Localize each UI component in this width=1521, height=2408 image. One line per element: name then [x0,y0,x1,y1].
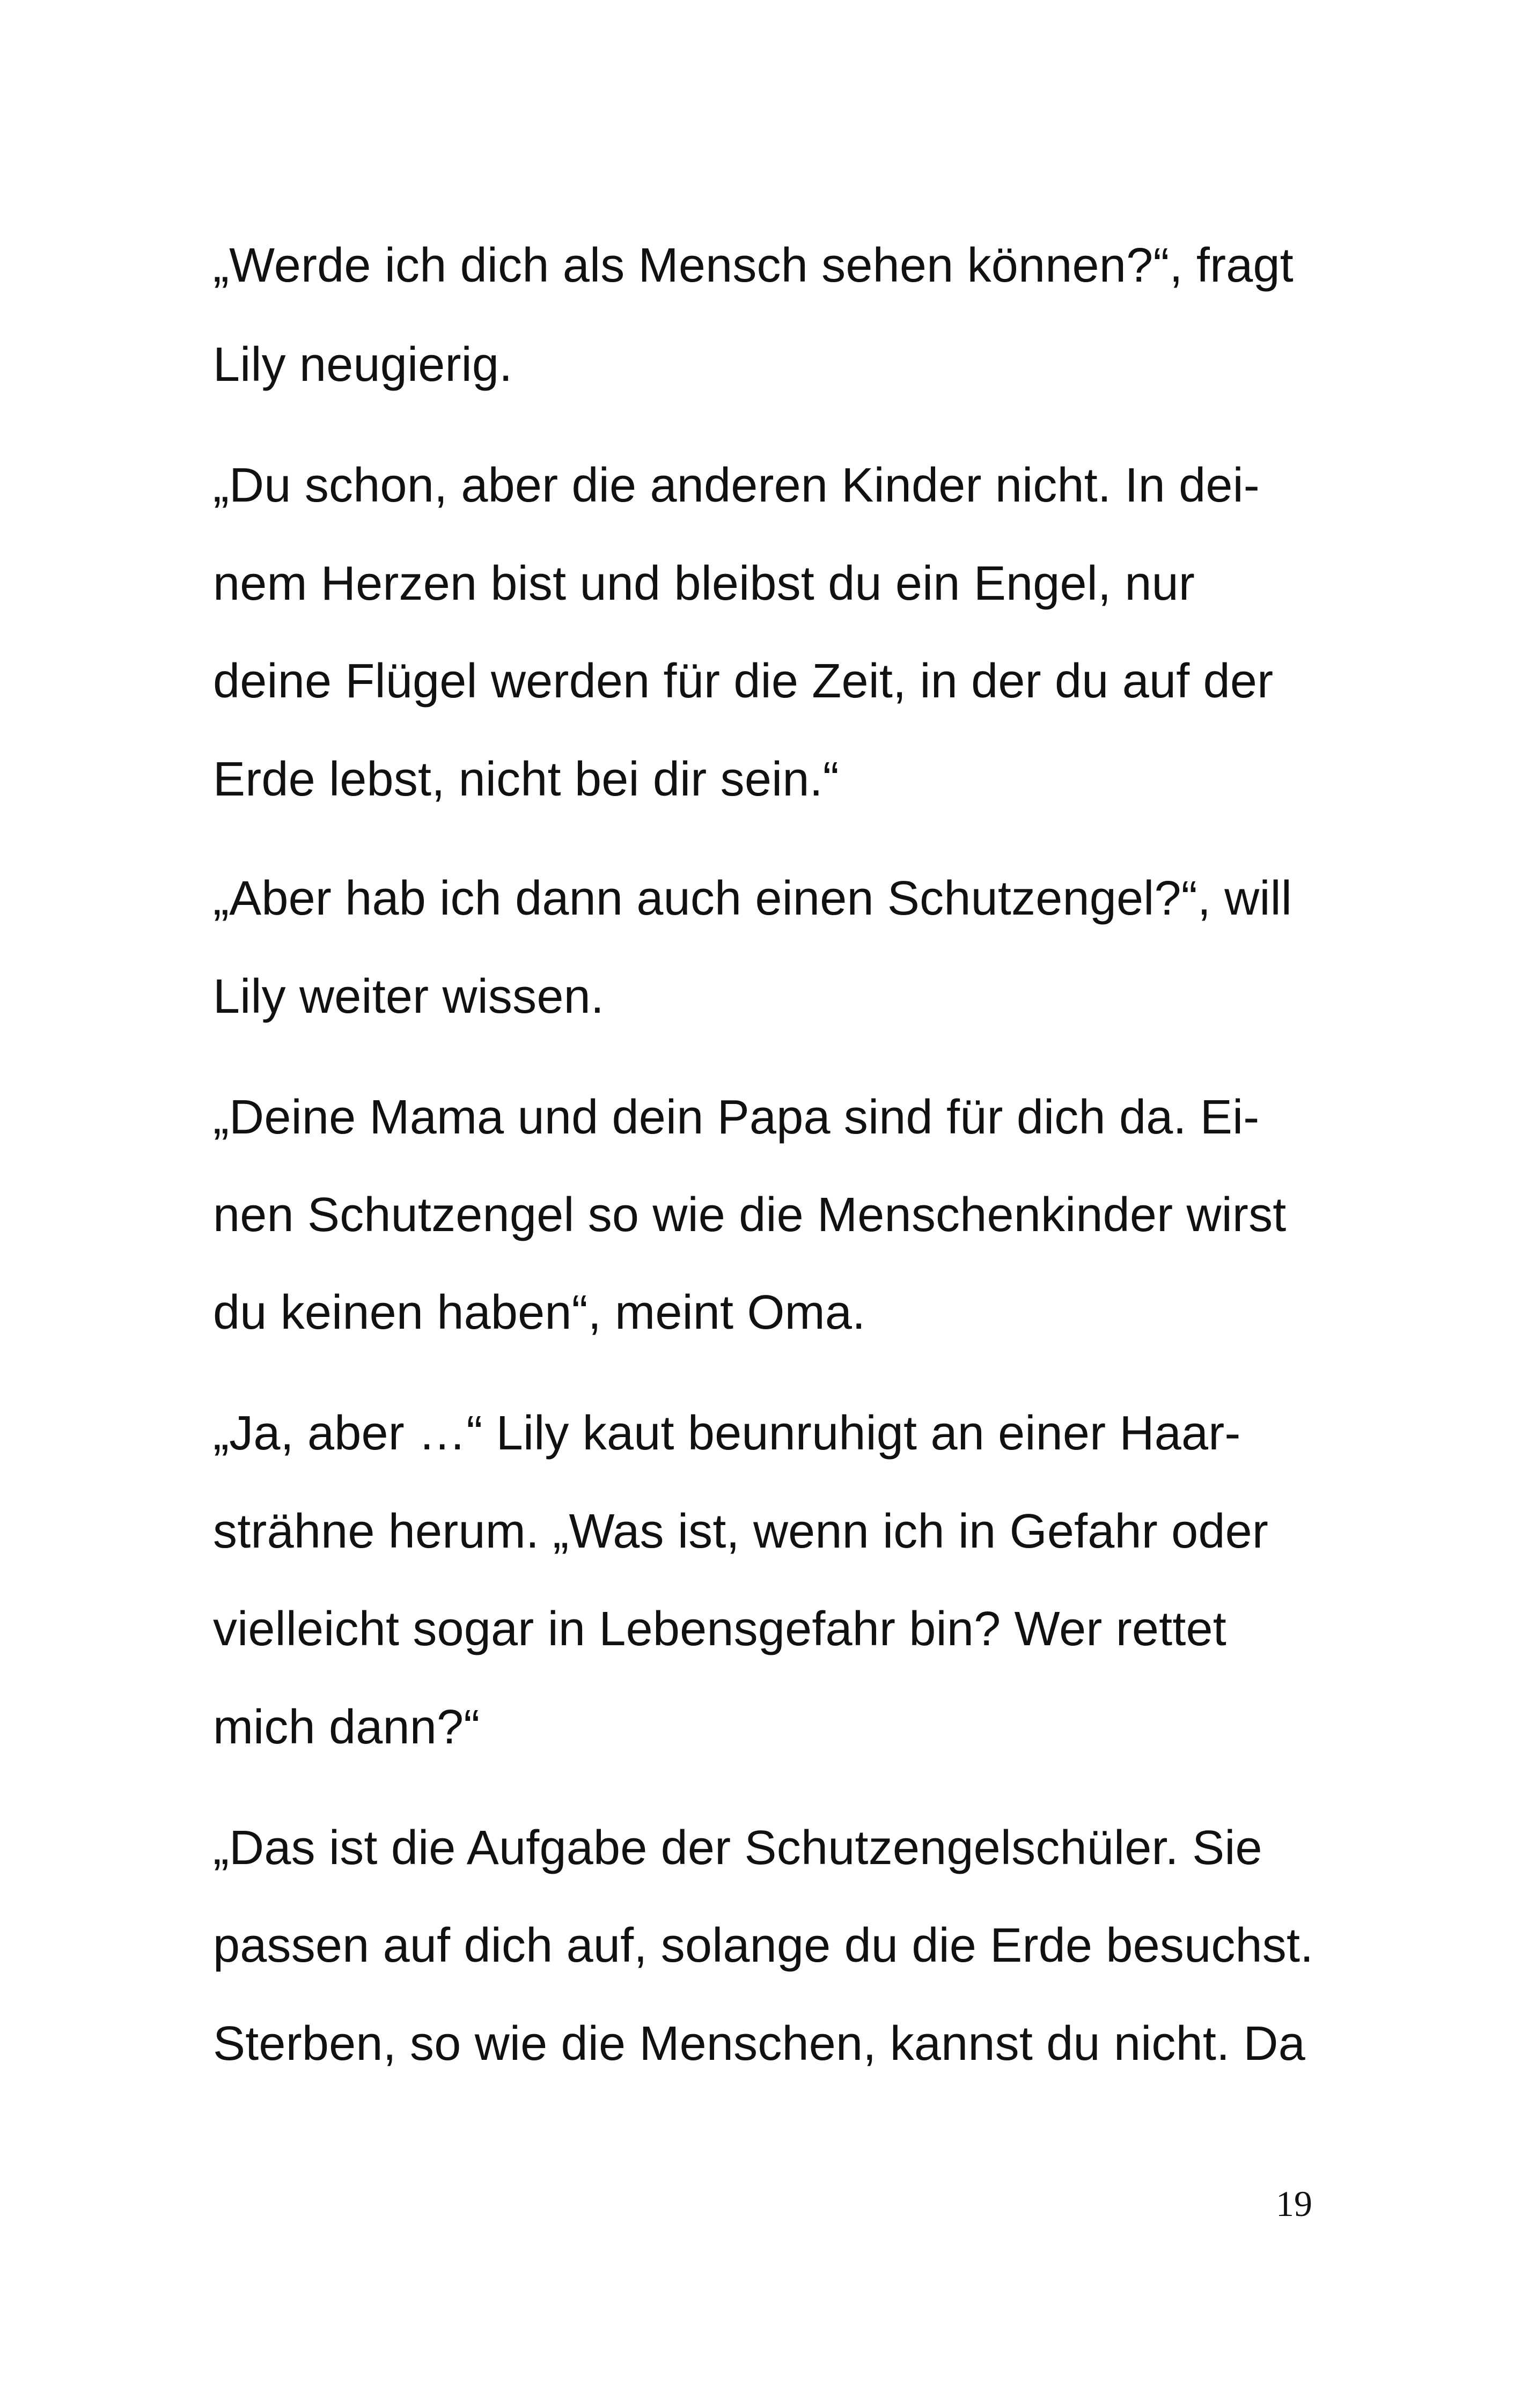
text-line: Sterben, so wie die Menschen, kannst du nicht. Da [213,2017,1305,2071]
text-line: nen Schutzengel so wie die Menschenkinder wirst [213,1188,1287,1242]
text-line: Lily weiter wissen. [213,970,605,1023]
text-line: Erde lebst, nicht bei dir sein.“ [213,753,839,806]
text-line: „Werde ich dich als Mensch sehen können?“, fragt [213,239,1294,292]
text-line: passen auf dich auf, solange du die Erde besuchst. [213,1919,1314,1972]
text-line: Lily neugierig. [213,338,513,392]
text-line: „Du schon, aber die anderen Kinder nicht. In dei- [213,459,1260,512]
text-line: strähne herum. „Was ist, wenn ich in Gefahr oder [213,1505,1269,1558]
text-line: vielleicht sogar in Lebensgefahr bin? Wer rettet [213,1602,1227,1656]
text-line: „Aber hab ich dann auch einen Schutzengel?“, will [213,872,1292,925]
text-line: „Ja, aber …“ Lily kaut beunruhigt an einer Haar- [213,1406,1241,1460]
text-line: „Deine Mama und dein Papa sind für dich da. Ei- [213,1091,1260,1144]
text-line: du keinen haben“, meint Oma. [213,1286,866,1339]
page-number: 19 [1276,2183,1312,2224]
text-line: deine Flügel werden für die Zeit, in der du auf der [213,654,1274,708]
text-line: „Das ist die Aufgabe der Schutzengelschüler. Sie [213,1821,1262,1875]
text-line: nem Herzen bist und bleibst du ein Engel, nur [213,557,1195,610]
text-line: mich dann?“ [213,1700,480,1754]
